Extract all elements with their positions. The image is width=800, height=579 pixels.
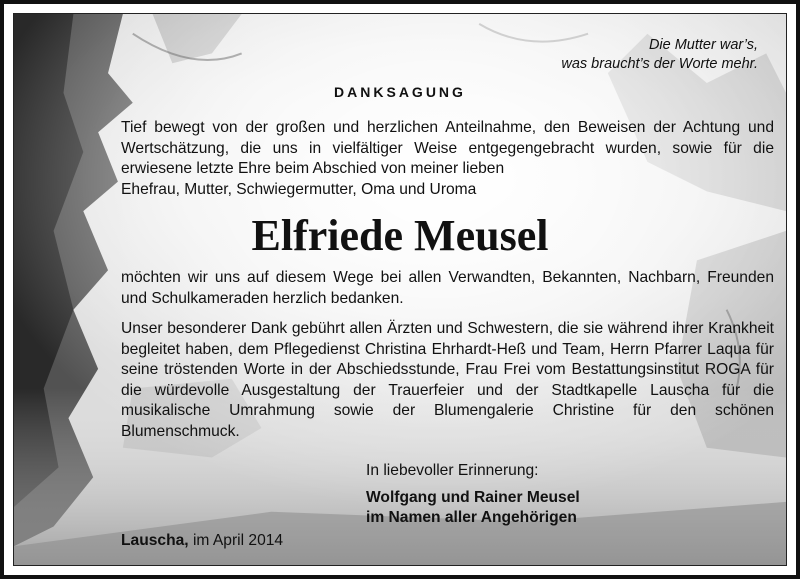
signers-behalf: im Namen aller Angehörigen (366, 509, 577, 526)
motto-line-2: was braucht’s der Worte mehr. (561, 56, 758, 72)
place-town: Lauscha, (121, 532, 189, 549)
intro-paragraph (121, 118, 774, 200)
place-date-line (121, 532, 283, 550)
signers-names: Wolfgang und Rainer Meusel (366, 489, 580, 506)
intro-last-line: Ehefrau, Mutter, Schwiegermutter, Oma und Uroma (121, 180, 477, 198)
motto-quote (561, 36, 758, 74)
signoff-block (366, 461, 580, 528)
notice-heading: DANKSAGUNG (334, 84, 466, 100)
place-date: im April 2014 (192, 532, 284, 549)
special-thanks-paragraph: Unser besonderer Dank gebührt allen Ärzten und Schwestern, die sie während ihrer Krankheit begleitet haben, dem Pflegedienst Christina Ehrhardt-Heß und Team, Herrn Pfarrer Laqua für seine tröstenden Worte in der Abschiedsstunde, Frau Frei vom Bestattungsinstitut ROGA für die würdevolle Ausgestaltung der Trauerfeier und der Stadtkapelle Lauscha für die musikalische Umrahmung sowie der Blumengalerie Christine für den schönen Blumenschmuck. (121, 320, 774, 440)
memory-line: In liebevoller Erinnerung: (366, 462, 539, 479)
notice-panel (13, 13, 787, 566)
intro-text: Tief bewegt von der großen und herzlichen Anteilnahme, den Beweisen der Achtung und Wertschätzung, die uns in vielfältiger Weise entgegengebracht wurden, sowie für die erwiesene letzte Ehre beim Abschied von meiner lieben (121, 119, 774, 177)
thanks-paragraph: möchten wir uns auf diesem Wege bei allen Verwandten, Bekannten, Nachbarn, Freunden und Schulkameraden herzlich bedanken. (121, 269, 774, 307)
deceased-name: Elfriede Meusel (251, 211, 549, 260)
notice-content (14, 14, 786, 565)
motto-line-1: Die Mutter war’s, (648, 37, 758, 53)
